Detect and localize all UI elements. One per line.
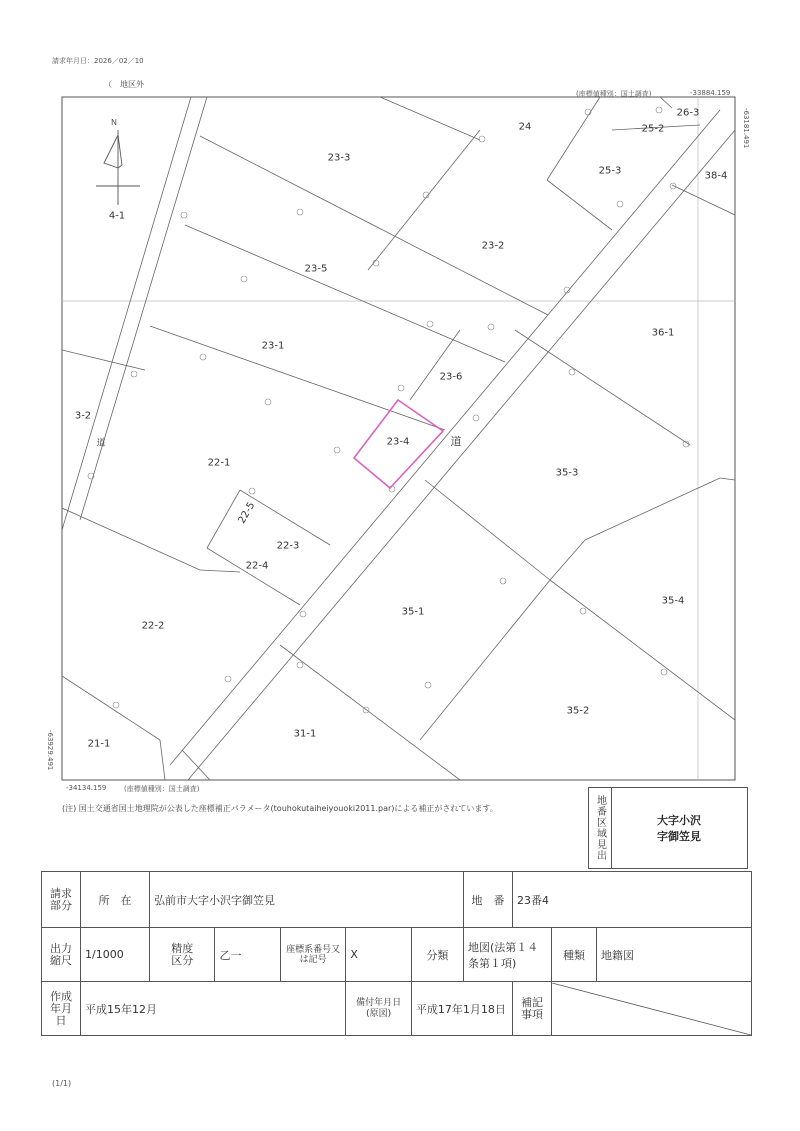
type-value: 地籍図 [597, 928, 752, 982]
class-value: 地図(法第１４条第１項) [464, 928, 552, 982]
parcel-label: 4-1 [108, 210, 126, 222]
road-label: 道 [450, 435, 462, 448]
correction-note: (注) 国土交通省国土地理院が公表した座標補正パラメータ(touhokutaiheiyouoki2011.par)による補正がされています。 [62, 804, 498, 813]
parcel-label: 23-2 [481, 240, 505, 252]
parcel-label: 23-3 [327, 152, 351, 164]
parcel-label: 23-1 [261, 340, 285, 352]
remarks-label: 補記事項 [521, 995, 543, 1021]
created-value: 平成15年12月 [81, 982, 346, 1036]
precision-label: 精度区分 [171, 941, 194, 967]
parcel-label: 21-1 [87, 738, 111, 750]
request-label: 請求部分 [50, 886, 72, 912]
backup-value: 平成17年1月18日 [411, 982, 512, 1036]
parcel-label: 23-6 [439, 371, 463, 383]
north-arrow-icon [96, 130, 140, 205]
parcel-label: 22-2 [141, 620, 165, 632]
coord-right: -63181.491 [742, 108, 750, 149]
scale-value: 1/1000 [81, 928, 150, 982]
parcel-label: 22-5 [236, 500, 258, 526]
coord-note-bottom: (座標値種別：国土調査) [124, 785, 200, 793]
region-value-line1: 大字小沢 [657, 814, 701, 827]
document-info-table [41, 871, 752, 1036]
parcel-label: 38-4 [704, 170, 728, 182]
location-value: 弘前市大字小沢字御笠見 [150, 872, 464, 928]
lot-value: 23番4 [513, 872, 752, 928]
parcel-label-highlighted: 23-4 [386, 436, 410, 448]
road-label: 道 [96, 438, 106, 449]
parcel-label: 26-3 [676, 107, 700, 119]
parcel-label: 24 [518, 121, 532, 133]
scale-label: 出力縮尺 [50, 941, 72, 967]
parcel-label: 25-2 [641, 123, 665, 135]
coord-system-label: 座標系番号又は記号 [280, 928, 345, 982]
region-heading-box [588, 787, 748, 869]
parcel-label: 36-1 [651, 327, 675, 339]
parcel-label: 35-2 [566, 705, 590, 717]
created-label: 作成年月日 [50, 989, 72, 1027]
page-number: (1/1) [52, 1079, 72, 1088]
location-label: 所 在 [81, 872, 150, 928]
precision-value: 乙一 [215, 928, 280, 982]
parcel-label: 35-1 [401, 606, 425, 618]
lot-label: 地 番 [464, 872, 513, 928]
coord-top-right: -33884.159 [690, 89, 731, 97]
backup-label: 備付年月日(原図) [346, 982, 411, 1036]
parcel-label: 35-3 [555, 467, 579, 479]
parcel-label: 31-1 [293, 728, 317, 740]
region-value-line2: 字御笠見 [657, 830, 701, 843]
class-label: 分類 [411, 928, 463, 982]
north-label-text: N [111, 118, 117, 127]
coord-bottom-left: -34134.159 [66, 784, 107, 792]
parcel-label: 22-1 [207, 457, 231, 469]
outside-district-label: （ 地区外 [104, 80, 144, 89]
type-label: 種類 [552, 928, 597, 982]
parcel-label: 22-3 [276, 540, 300, 552]
road-edge [188, 130, 735, 780]
parcel-label: 22-4 [245, 560, 269, 572]
remarks-value [552, 982, 752, 1036]
print-date: 請求年月日：2026／02／10 [52, 57, 144, 65]
coord-left: -63929.491 [46, 730, 54, 771]
road-edge [170, 107, 720, 765]
coord-note-top: (座標値種別：国土調査) [576, 90, 652, 98]
parcel-label: 25-3 [598, 165, 622, 177]
region-label: 地番区域見出 [594, 795, 606, 861]
parcel-label: 3-2 [74, 410, 92, 422]
parcel-label: 35-4 [661, 595, 685, 607]
coord-system-value: X [346, 928, 411, 982]
parcel-label: 23-5 [304, 263, 328, 275]
